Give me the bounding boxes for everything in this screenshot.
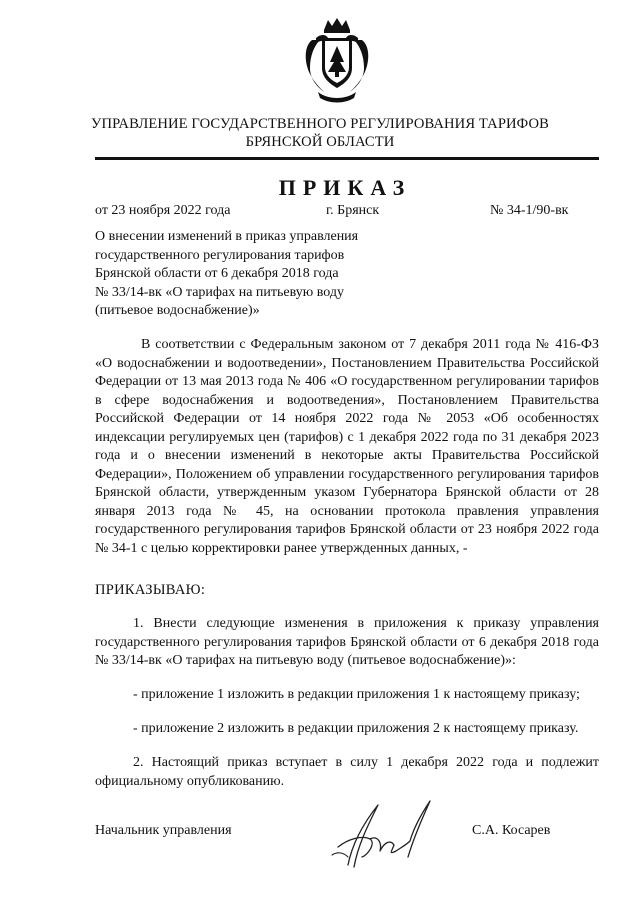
subject-line: № 33/14-вк «О тарифах на питьевую воду — [95, 284, 344, 300]
document-city: г. Брянск — [326, 203, 380, 218]
document-number: № 34-1/90-вк — [490, 203, 569, 218]
subject-line: Брянской области от 6 декабря 2018 года — [95, 266, 339, 281]
document-subject — [95, 228, 358, 321]
subject-line: государственного регулирования тарифов — [95, 247, 345, 263]
coat-of-arms-icon — [302, 16, 372, 104]
organization-name-line-2: БРЯНСКОЙ ОБЛАСТИ — [245, 134, 395, 150]
document-title: ПРИКАЗ — [278, 175, 412, 200]
signer-name: С.А. Косарев — [472, 823, 551, 838]
header-divider — [95, 157, 599, 160]
order-item-2: 2. Настоящий приказ вступает в силу 1 декабря 2022 года и подлежит официальному опубликованию. — [95, 755, 599, 789]
order-item-1-sub-2: - приложение 2 изложить в редакции приложения 2 к настоящему приказу. — [133, 721, 579, 736]
order-item-1: 1. Внести следующие изменения в приложения к приказу управления государственного регулирования тарифов Брянской области от 6 декабря 2018 года № 33/14-вк «О тарифах на питьевую воду (питьевое водоснабжение)»: — [95, 616, 599, 668]
organization-name — [60, 115, 580, 151]
signer-title: Начальник управления — [95, 823, 232, 838]
preamble-paragraph: В соответствии с Федеральным законом от 7 декабря 2011 года № 416-ФЗ «О водоснабжении и водоотведении», Постановлением Правительства Российской Федерации от 13 мая 2013 года № 406 «О государственном регулировании тарифов в сфере водоснабжения и водоотведения», Постановлением Правительства Российской Федерации от 14 ноября 2022 года № 2053 «Об особенностях индексации регулируемых цен (тарифов) с 1 декабря 2022 года по 31 декабря 2023 года и о внесении изменений в некоторые акты Правительства Российской Федерации», Положением об управлении государственного регулирования тарифов Брянской области, утвержденным указом Губернатора Брянской области от 28 января 2013 года № 45, на основании протокола правления управления государственного регулирования тарифов Брянской области от 23 ноября 2022 года № 34-1 с целью корректировки ранее утвержденных данных, - — [95, 337, 599, 556]
handwritten-signature — [318, 795, 448, 875]
document-date: от 23 ноября 2022 года — [95, 203, 231, 218]
subject-line: О внесении изменений в приказ управления — [95, 229, 359, 244]
order-word: ПРИКАЗЫВАЮ: — [95, 582, 206, 598]
order-item-1-sub-1: - приложение 1 изложить в редакции приложения 1 к настоящему приказу; — [133, 687, 580, 702]
organization-name-line-1: УПРАВЛЕНИЕ ГОСУДАРСТВЕННОГО РЕГУЛИРОВАНИЯ ТАРИФОВ — [91, 116, 549, 132]
subject-line: (питьевое водоснабжение)» — [95, 303, 260, 318]
